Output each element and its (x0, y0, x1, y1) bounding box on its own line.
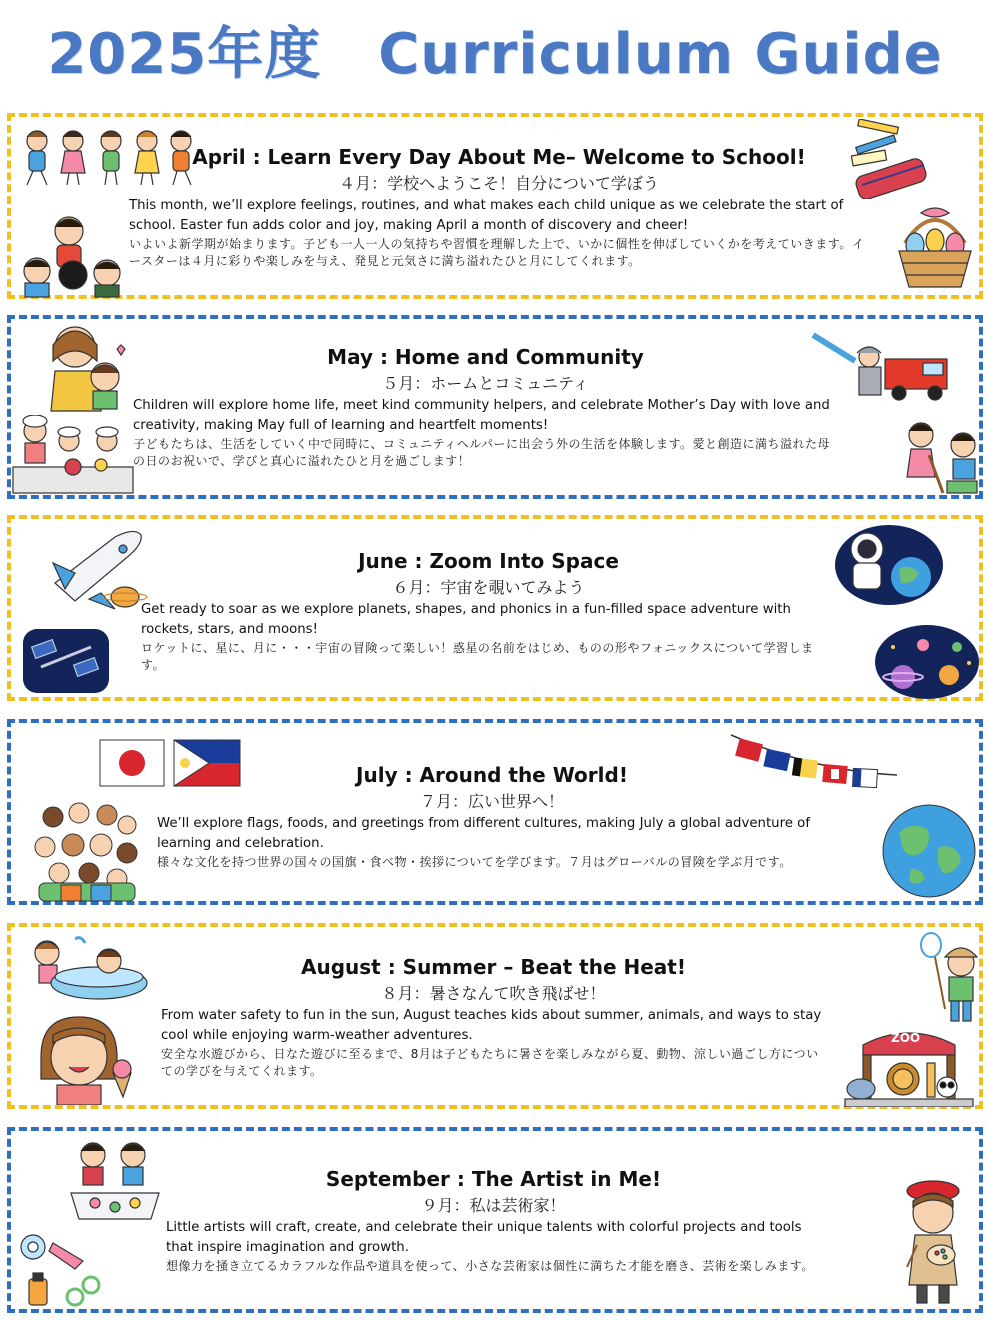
month-section-july (7, 719, 983, 905)
month-section-september (7, 1127, 983, 1313)
month-jp-title: ５月：ホームとコミュニティ (382, 374, 589, 393)
children-cleaning-illustration (899, 415, 989, 503)
month-section-august (7, 923, 983, 1109)
planets-illustration (873, 623, 981, 701)
month-title: August : Summer – Beat the Heat! (301, 955, 686, 979)
boy-bug-net-illustration (917, 929, 987, 1025)
month-description-jp: 安全な水遊びから、日なた遊びに至るまで、8月は子どもたちに暑さを楽しみながら夏、動物、涼しい過ごし方についての学びを与えてくれます。 (161, 1047, 819, 1078)
family-illustration (17, 213, 127, 298)
month-description-jp: 子どもたちは、生活をしていく中で同時に、コミュニティヘルパーに出会う外の生活を体験します。愛と創造に満ち溢れた母の日のお祝いで、学びと真心に溢れたひと月を過ごします！ (133, 437, 831, 468)
month-jp-title: ６月：宇宙を覗いてみよう (392, 578, 585, 597)
diverse-children-illustration (31, 799, 141, 903)
zoo-illustration (843, 1027, 975, 1107)
firefighter-truck-illustration (811, 331, 951, 411)
month-description-jp: 様々な文化を持つ世界の国々の国旗・食べ物・挨拶についてを学びます。７月はグローバルの冒険を学ぶ月です。 (157, 855, 792, 869)
month-description-en: From water safety to fun in the sun, August teaches kids about summer, animals, and ways to stay cool while enjoying warm-weather adventures. (161, 1008, 822, 1043)
month-title: April : Learn Every Day About Me– Welcome to School! (192, 145, 806, 169)
philippines-flag-icon (173, 739, 241, 787)
month-description-en: Little artists will craft, create, and celebrate their unique talents with colorful projects and tools that inspire imagination and growth. (166, 1220, 802, 1255)
month-description-en: We’ll explore flags, foods, and greetings from different cultures, making July a global adventure of learning and celebration. (157, 816, 810, 851)
month-section-april (7, 113, 983, 299)
stationery-illustration (846, 119, 936, 199)
month-description-en: This month, we’ll explore feelings, routines, and what makes each child unique as we celebrate the start of school. Easter fun adds color and joy, making April a month of discovery and cheer! (129, 198, 844, 233)
month-jp-title: ７月：広い世界へ！ (419, 792, 564, 811)
dancing-children-illustration (15, 123, 200, 193)
month-title: September : The Artist in Me! (325, 1167, 662, 1191)
month-title: July : Around the World! (356, 763, 628, 787)
flag-bunting-illustration (729, 731, 899, 801)
month-title: June : Zoom Into Space (358, 549, 619, 573)
girl-icecream-illustration (31, 1013, 141, 1105)
astronaut-earth-illustration (829, 519, 944, 609)
month-description-jp: ロケットに、星に、月に・・・宇宙の冒険って楽しい！惑星の名前をはじめ、ものの形やフォニックスについて学習します。 (141, 641, 814, 672)
art-supplies-illustration (13, 1227, 113, 1313)
month-description-jp: 想像力を掻き立てるカラフルな作品や道具を使って、小さな芸術家は個性に満ちた才能を磨き、芸術を楽しみます。 (166, 1259, 814, 1273)
month-jp-title: ９月：私は芸術家！ (421, 1196, 566, 1215)
zoo-sign-text: ZOO (891, 1031, 921, 1045)
kids-pool-illustration (19, 933, 149, 1009)
mother-child-illustration (41, 321, 131, 413)
cooking-children-illustration (11, 415, 136, 500)
kids-crafting-illustration (65, 1137, 165, 1223)
month-section-may (7, 315, 983, 499)
month-title: May : Home and Community (327, 345, 644, 369)
globe-icon (881, 803, 977, 899)
japan-flag-icon (99, 739, 165, 787)
artist-child-illustration (893, 1175, 973, 1305)
page-title: 2025年度 Curriculum Guide (47, 22, 943, 87)
month-section-june (7, 515, 983, 701)
month-jp-title: ８月：暑さなんて吹き飛ばせ！ (381, 984, 606, 1003)
month-description-en: Get ready to soar as we explore planets, shapes, and phonics in a fun-filled space adventure with rockets, stars, and moons! (141, 602, 791, 637)
space-station-illustration (21, 627, 111, 695)
month-description-en: Children will explore home life, meet kind community helpers, and celebrate Mother’s Day with love and creativity, making May full of learning and heartfelt moments! (133, 398, 830, 433)
month-jp-title: ４月：学校へようこそ！自分について学ぼう (339, 174, 659, 193)
easter-basket-illustration (891, 203, 979, 293)
month-description-jp: いよいよ新学期が始まります。子ども一人一人の気持ちや習慣を理解した上で、いかに個性を伸ばしていくかを考えていきます。イースターは４月に彩りや楽しみを与え、発見と元気さに満ち溢れたひと月にしてくれます。 (129, 237, 865, 268)
space-shuttle-illustration (45, 523, 155, 613)
